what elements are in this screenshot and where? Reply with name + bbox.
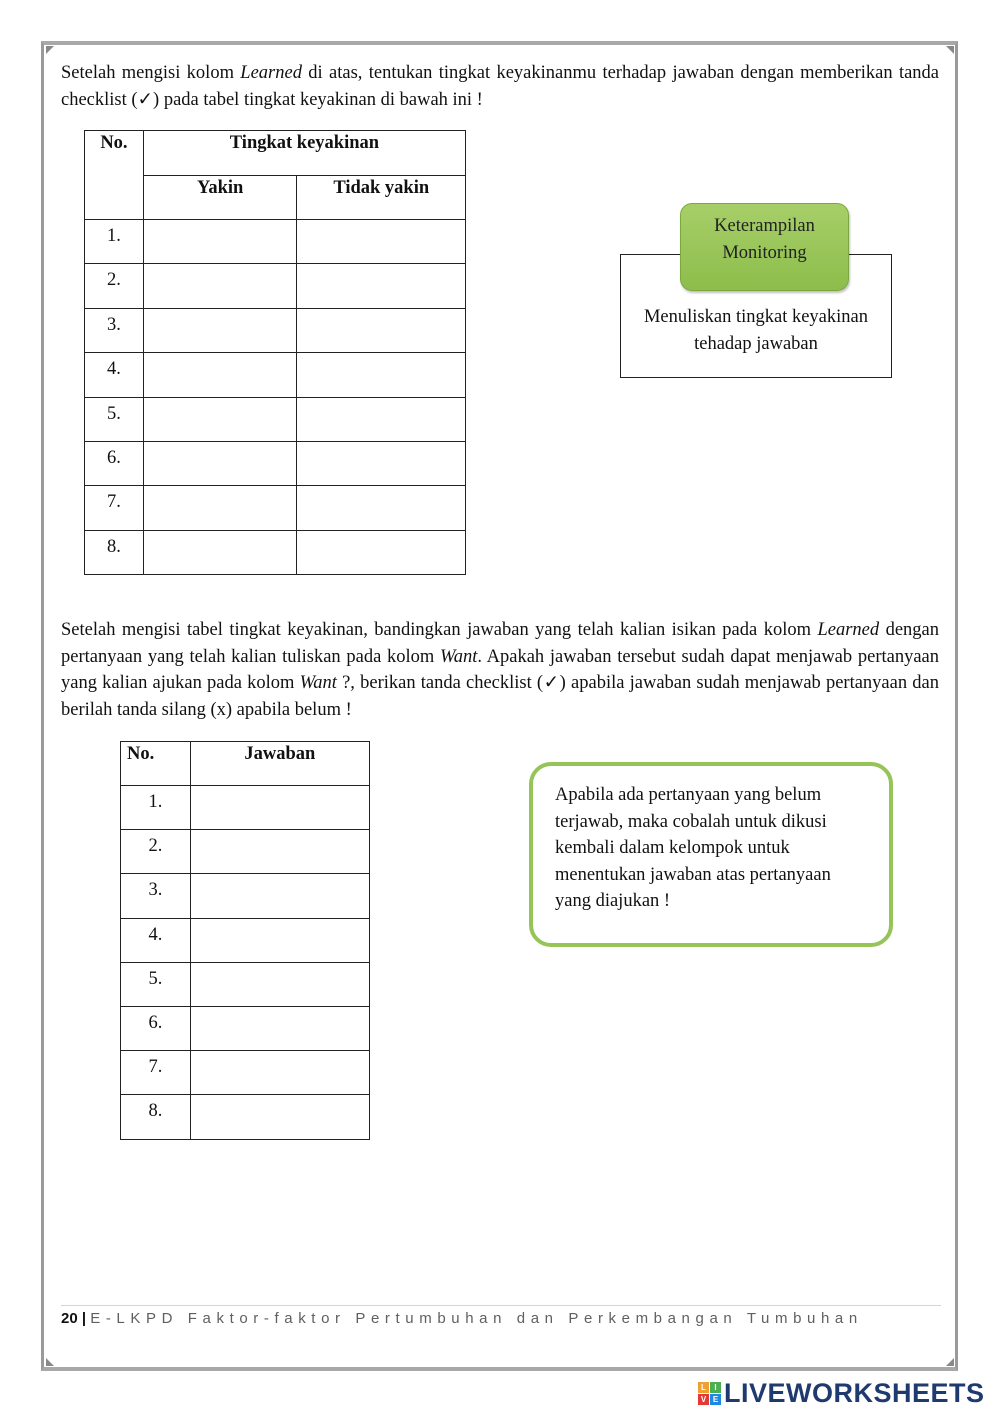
answer-cell[interactable] <box>143 264 297 308</box>
table-row <box>85 397 466 441</box>
corner-ornament <box>46 46 54 54</box>
table-row <box>121 786 370 830</box>
answer-cell[interactable] <box>190 786 369 830</box>
logo-tile: V <box>698 1394 709 1405</box>
corner-ornament <box>946 1358 954 1366</box>
table-row <box>121 1006 370 1050</box>
col-header-confidence: Tingkat keyakinan <box>143 131 465 176</box>
row-number: 6. <box>85 441 144 485</box>
answer-cell[interactable] <box>190 830 369 874</box>
logo-tile: I <box>710 1382 721 1393</box>
table-row <box>85 220 466 264</box>
col-header-yakin: Yakin <box>143 176 297 220</box>
col-header-tidak-yakin: Tidak yakin <box>297 176 466 220</box>
answer-cell[interactable] <box>297 308 466 352</box>
table-row <box>121 918 370 962</box>
compare-paragraph: Setelah mengisi tabel tingkat keyakinan, bandingkan jawaban yang telah kalian isikan pada kolom Learned dengan pertanyaan yang telah kalian tuliskan pada kolom Want. Apakah jawaban tersebut sudah dapat menjawab pertanyaan yang kalian ajukan pada kolom Want ?, berikan tanda checklist (✓) apabila jawaban sudah menjawab pertanyaan dan berilah tanda silang (x) apabila belum ! <box>61 620 939 720</box>
answer-cell[interactable] <box>190 1095 369 1139</box>
table-row <box>85 264 466 308</box>
answer-cell[interactable] <box>297 353 466 397</box>
answer-cell[interactable] <box>143 530 297 574</box>
answer-cell[interactable] <box>143 441 297 485</box>
table-row <box>121 874 370 918</box>
page-number: 20 <box>61 1310 78 1327</box>
table-row <box>85 308 466 352</box>
corner-ornament <box>46 1358 54 1366</box>
answer-cell[interactable] <box>297 264 466 308</box>
row-number: 7. <box>121 1051 191 1095</box>
answer-cell[interactable] <box>143 353 297 397</box>
logo-tile: L <box>698 1382 709 1393</box>
table-row <box>121 830 370 874</box>
row-number: 3. <box>121 874 191 918</box>
answer-cell[interactable] <box>143 308 297 352</box>
table-row <box>85 486 466 530</box>
answer-table <box>120 741 370 1140</box>
answer-cell[interactable] <box>297 397 466 441</box>
row-number: 4. <box>121 918 191 962</box>
answer-cell[interactable] <box>143 220 297 264</box>
col-header-jawaban: Jawaban <box>190 742 369 786</box>
footer-divider <box>61 1305 941 1306</box>
answer-cell[interactable] <box>297 530 466 574</box>
liveworksheets-icon <box>698 1382 721 1405</box>
row-number: 5. <box>85 397 144 441</box>
row-number: 1. <box>85 220 144 264</box>
answer-cell[interactable] <box>190 874 369 918</box>
answer-cell[interactable] <box>143 486 297 530</box>
answer-cell[interactable] <box>297 220 466 264</box>
answer-cell[interactable] <box>190 1006 369 1050</box>
table-row <box>121 1095 370 1139</box>
answer-cell[interactable] <box>190 1051 369 1095</box>
answer-cell[interactable] <box>297 486 466 530</box>
row-number: 5. <box>121 962 191 1006</box>
monitoring-description: Menuliskan tingkat keyakinan tehadap jawaban <box>643 307 868 354</box>
note-box <box>529 762 893 947</box>
row-number: 2. <box>121 830 191 874</box>
answer-cell[interactable] <box>143 397 297 441</box>
table-row <box>85 530 466 574</box>
monitoring-label: Keterampilan Monitoring <box>680 203 849 291</box>
intro-paragraph: Setelah mengisi kolom Learned di atas, tentukan tingkat keyakinanmu terhadap jawaban dengan memberikan tanda checklist (✓) pada tabel tingkat keyakinan di bawah ini ! <box>61 63 940 110</box>
table-row <box>85 353 466 397</box>
liveworksheets-logo[interactable]: L I V E LIVEWORKSHEETS <box>698 1378 985 1408</box>
row-number: 6. <box>121 1006 191 1050</box>
row-number: 2. <box>85 264 144 308</box>
table-row <box>85 441 466 485</box>
row-number: 1. <box>121 786 191 830</box>
footer-title: E-LKPD Faktor-faktor Pertumbuhan dan Perkembangan Tumbuhan <box>90 1310 863 1327</box>
table-row <box>121 1051 370 1095</box>
col-header-no: No. <box>121 742 191 786</box>
answer-cell[interactable] <box>297 441 466 485</box>
table-row <box>121 962 370 1006</box>
row-number: 7. <box>85 486 144 530</box>
page-footer: 20 | E-LKPD Faktor-faktor Pertumbuhan dan Perkembangan Tumbuhan <box>61 1310 863 1327</box>
answer-cell[interactable] <box>190 918 369 962</box>
row-number: 8. <box>85 530 144 574</box>
col-header-no: No. <box>85 131 144 220</box>
confidence-table <box>84 130 466 575</box>
answer-cell[interactable] <box>190 962 369 1006</box>
row-number: 3. <box>85 308 144 352</box>
note-text: Apabila ada pertanyaan yang belum terjawab, maka cobalah untuk dikusi kembali dalam kelompok untuk menentukan jawaban atas pertanyaan yang diajukan ! <box>555 785 831 911</box>
logo-tile: E <box>710 1394 721 1405</box>
row-number: 8. <box>121 1095 191 1139</box>
row-number: 4. <box>85 353 144 397</box>
corner-ornament <box>946 46 954 54</box>
